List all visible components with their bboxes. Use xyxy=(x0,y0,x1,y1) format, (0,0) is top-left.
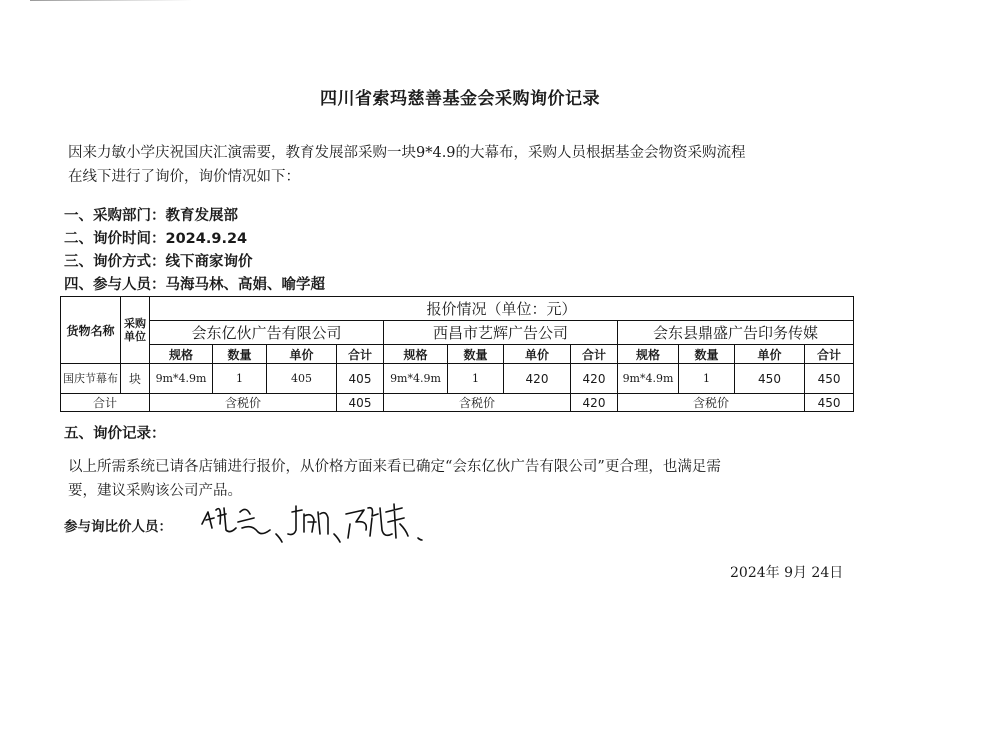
vendor-name: 会东亿伙广告有限公司 xyxy=(150,321,384,345)
subheader-spec: 规格 xyxy=(618,345,679,364)
handwritten-signature xyxy=(196,494,436,550)
record-line-2: 要，建议采购该公司产品。 xyxy=(68,483,242,499)
vendor-2-qty: 1 xyxy=(448,364,504,394)
vendor-3-spec: 9m*4.9m xyxy=(618,364,679,394)
table-row-total xyxy=(61,394,854,412)
section-value: 马海马林、高娟、喻学超 xyxy=(165,277,325,293)
vendor-name: 会东县鼎盛广告印务传媒 xyxy=(618,321,854,345)
section-value: 2024.9.24 xyxy=(165,231,248,247)
vendor-1-total: 405 xyxy=(337,364,384,394)
section-inquiry-method xyxy=(64,250,253,271)
item-unit: 块 xyxy=(121,364,150,394)
subheader-price: 单价 xyxy=(267,345,337,364)
document-title: 四川省索玛慈善基金会采购询价记录 xyxy=(320,89,600,109)
signature-label: 参与询比价人员： xyxy=(64,519,172,535)
header-quote-info: 报价情况（单位：元） xyxy=(150,297,854,321)
subheader-total: 合计 xyxy=(337,345,384,364)
vendor-3-grand-total: 450 xyxy=(805,394,854,412)
subheader-spec: 规格 xyxy=(150,345,213,364)
subheader-total: 合计 xyxy=(805,345,854,364)
record-heading: 五、询价记录： xyxy=(64,426,166,442)
vendor-1-spec: 9m*4.9m xyxy=(150,364,213,394)
vendor-2-total: 420 xyxy=(571,364,618,394)
vendor-2-price: 420 xyxy=(504,364,571,394)
vendor-3-total: 450 xyxy=(805,364,854,394)
vendor-name: 西昌市艺辉广告公司 xyxy=(384,321,618,345)
subheader-spec: 规格 xyxy=(384,345,448,364)
vendor-3-price: 450 xyxy=(735,364,805,394)
vendor-2-spec: 9m*4.9m xyxy=(384,364,448,394)
header-row-subheaders xyxy=(61,345,854,364)
vendor-1-grand-total: 405 xyxy=(337,394,384,412)
section-label: 三、询价方式： xyxy=(64,254,166,270)
vendor-2-grand-total: 420 xyxy=(571,394,618,412)
subheader-total: 合计 xyxy=(571,345,618,364)
intro-line-1: 因来力敏小学庆祝国庆汇演需要，教育发展部采购一块9*4.9的大幕布，采购人员根据基金会物资采购流程 xyxy=(68,145,746,161)
record-paragraph xyxy=(68,455,858,503)
section-department xyxy=(64,204,238,225)
vendor-1-price: 405 xyxy=(267,364,337,394)
vendor-2-tax-label: 含税价 xyxy=(384,394,571,412)
record-line-1: 以上所需系统已请各店铺进行报价，从价格方面来看已确定“会东亿伙广告有限公司”更合理，也满足需 xyxy=(68,459,721,475)
subheader-qty: 数量 xyxy=(213,345,267,364)
vendor-1-tax-label: 含税价 xyxy=(150,394,337,412)
subheader-qty: 数量 xyxy=(448,345,504,364)
scan-edge-line xyxy=(30,0,990,1)
section-label: 四、参与人员： xyxy=(64,277,166,293)
section-participants xyxy=(64,273,325,294)
section-value: 教育发展部 xyxy=(165,208,238,224)
intro-paragraph xyxy=(68,141,868,189)
section-value: 线下商家询价 xyxy=(165,254,253,270)
intro-line-2: 在线下进行了询价，询价情况如下： xyxy=(68,169,300,185)
quote-table xyxy=(60,296,854,412)
section-label: 一、采购部门： xyxy=(64,208,166,224)
header-row-vendors xyxy=(61,321,854,345)
vendor-3-qty: 1 xyxy=(679,364,735,394)
header-row-1 xyxy=(61,297,854,321)
subheader-qty: 数量 xyxy=(679,345,735,364)
subheader-price: 单价 xyxy=(504,345,571,364)
document-date: 2024年 9月 24日 xyxy=(730,565,844,581)
vendor-1-qty: 1 xyxy=(213,364,267,394)
table-row-item xyxy=(61,364,854,394)
subheader-price: 单价 xyxy=(735,345,805,364)
header-purchase-unit: 采购单位 xyxy=(121,297,150,364)
section-label: 二、询价时间： xyxy=(64,231,166,247)
total-row-label: 合计 xyxy=(61,394,150,412)
section-inquiry-time xyxy=(64,227,247,248)
header-goods-name: 货物名称 xyxy=(61,297,121,364)
vendor-3-tax-label: 含税价 xyxy=(618,394,805,412)
item-name: 国庆节幕布 xyxy=(61,364,121,394)
